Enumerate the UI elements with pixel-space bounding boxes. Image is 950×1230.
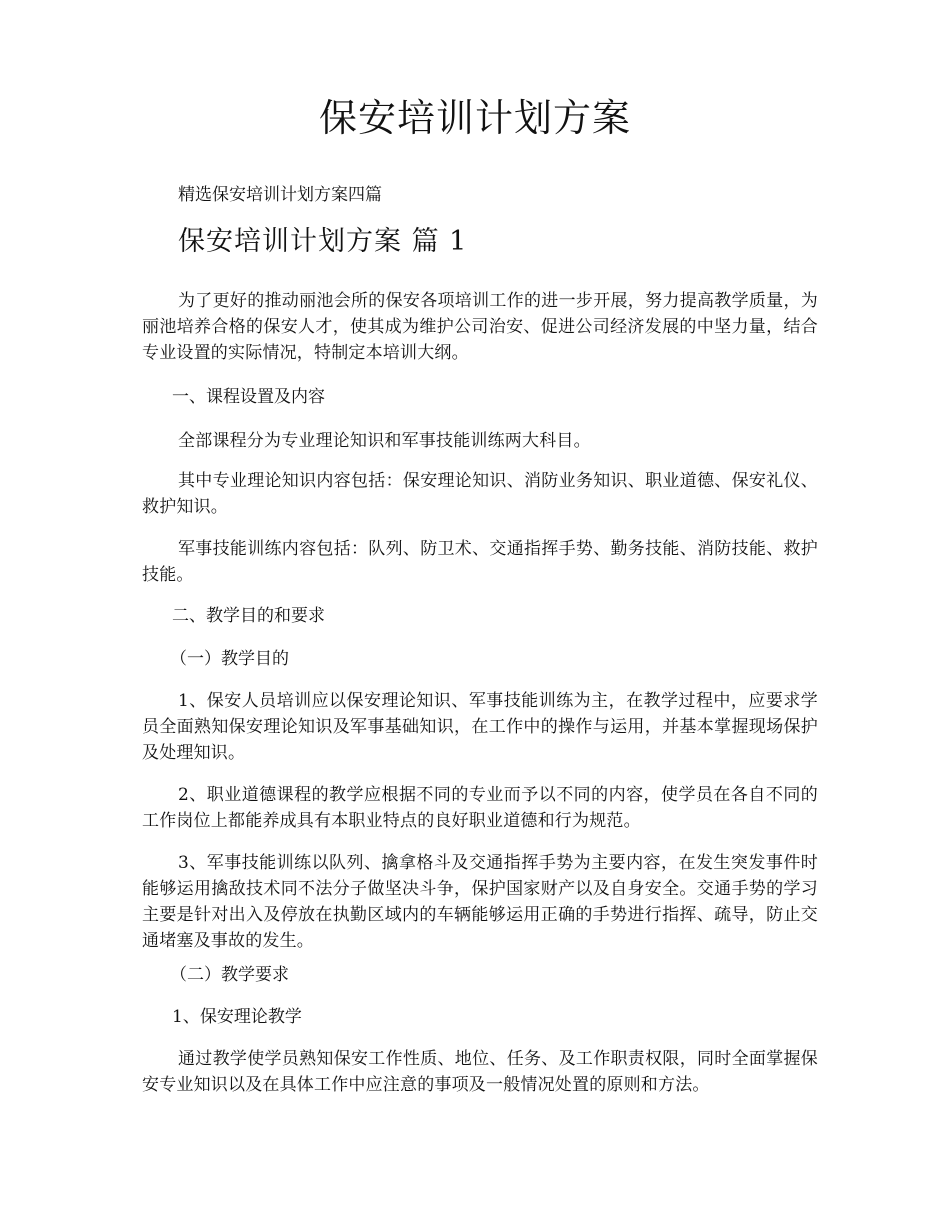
paragraph-purpose-3: 3、军事技能训练以队列、擒拿格斗及交通指挥手势为主要内容，在发生突发事件时能够运用擒敌技术同不法分子做坚决斗争，保护国家财产以及自身安全。交通手势的学习主要是针对出入及停放在执勤区域内的车辆能够运用正确的手势进行指挥、疏导，防止交通堵塞及事故的发生。 [142, 853, 818, 951]
paragraph-purpose-2: 2、职业道德课程的教学应根据不同的专业而予以不同的内容，使学员在各自不同的工作岗位上都能养成具有本职业特点的良好职业道德和行为规范。 [142, 785, 818, 831]
paragraph-course-overview: 全部课程分为专业理论知识和军事技能训练两大科目。 [178, 431, 591, 451]
document-subtitle: 精选保安培训计划方案四篇 [178, 185, 382, 205]
paragraph-theory-teaching: 通过教学使学员熟知保安工作性质、地位、任务、及工作职责权限，同时全面掌握保安专业知识以及在具体工作中应注意的事项及一般情况处置的原则和方法。 [142, 1049, 818, 1095]
document-title: 保安培训计划方案 [318, 96, 631, 140]
subheading-teaching-requirements: （二）教学要求 [170, 965, 289, 985]
section-heading: 保安培训计划方案 篇 1 [178, 226, 468, 257]
heading-theory-teaching: 1、保安理论教学 [172, 1007, 302, 1027]
heading-course-setup: 一、课程设置及内容 [172, 387, 325, 407]
paragraph-military-content: 军事技能训练内容包括：队列、防卫术、交通指挥手势、勤务技能、消防技能、救护技能。 [142, 539, 818, 585]
heading-teaching-goals: 二、教学目的和要求 [172, 606, 325, 626]
paragraph-intro: 为了更好的推动丽池会所的保安各项培训工作的进一步开展，努力提高教学质量，为丽池培养合格的保安人才，使其成为维护公司治安、促进公司经济发展的中坚力量，结合专业设置的实际情况，特制定本培训大纲。 [142, 291, 818, 363]
subheading-teaching-purpose: （一）教学目的 [170, 649, 289, 669]
paragraph-theory-content: 其中专业理论知识内容包括：保安理论知识、消防业务知识、职业道德、保安礼仪、救护知识。 [142, 471, 818, 517]
paragraph-purpose-1: 1、保安人员培训应以保安理论知识、军事技能训练为主，在教学过程中，应要求学员全面熟知保安理论知识及军事基础知识，在工作中的操作与运用，并基本掌握现场保护及处理知识。 [142, 691, 818, 763]
